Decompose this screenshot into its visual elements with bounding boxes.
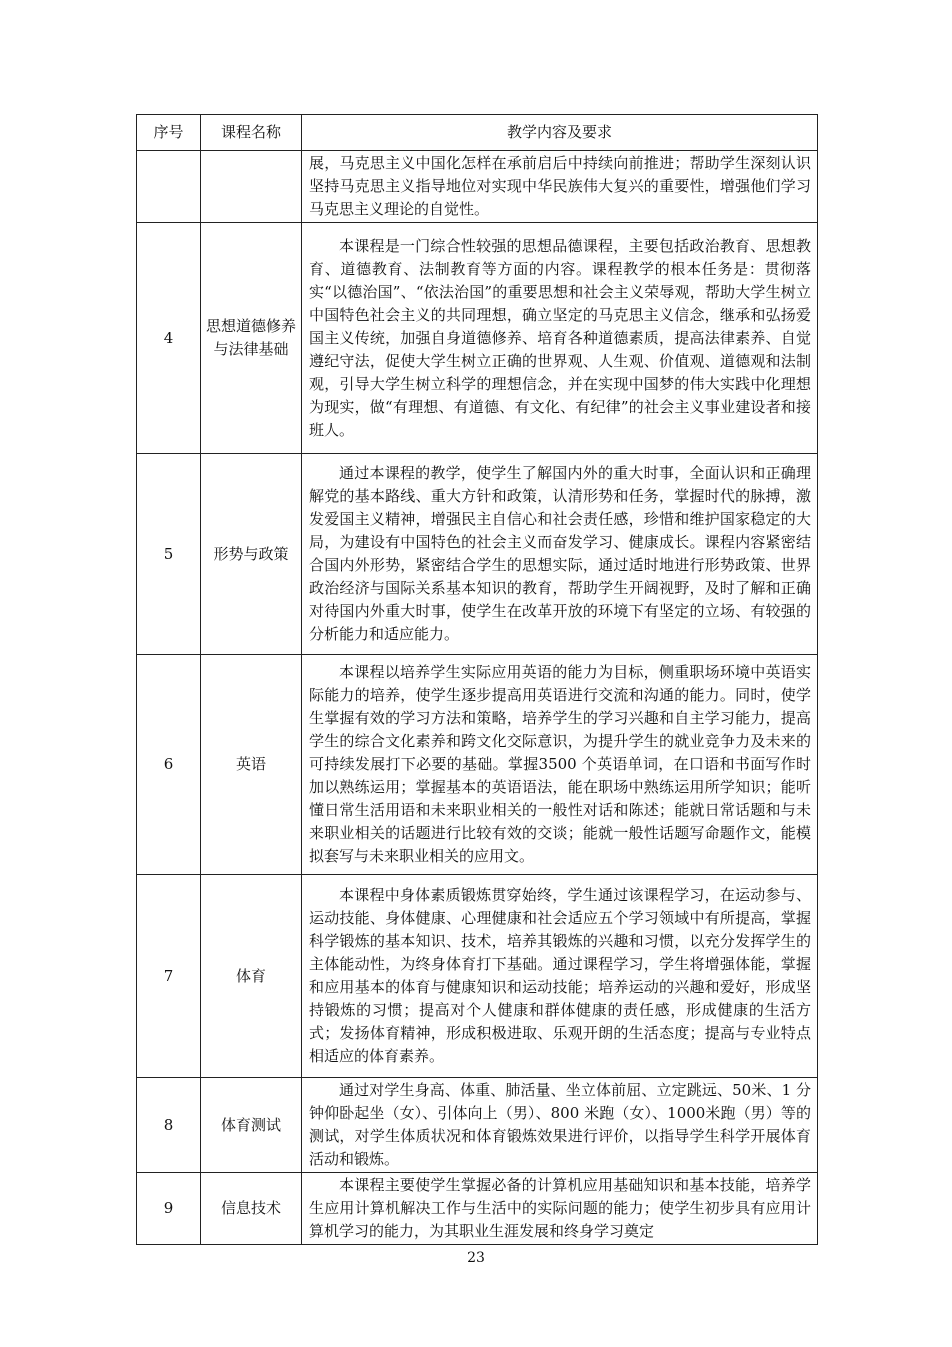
row-course-name: 信息技术 [201, 1173, 302, 1245]
row-number: 6 [137, 655, 201, 875]
row-course-name: 英语 [201, 655, 302, 875]
table-row [137, 151, 818, 223]
row-content-cell [302, 151, 818, 223]
table-header-row [137, 115, 818, 151]
row-course-name: 体育 [201, 875, 302, 1078]
header-content: 教学内容及要求 [302, 115, 818, 151]
row-content-cell [302, 875, 818, 1078]
row-content: 本课程是一门综合性较强的思想品德课程，主要包括政治教育、思想教育、道德教育、法制教育等方面的内容。课程教学的根本任务是：贯彻落实“以德治国”、“依法治国”的重要思想和社会主义荣辱观，帮助大学生树立中国特色社会主义的共同理想，确立坚定的马克思主义信念，继承和弘扬爱国主义传统，加强自身道德修养、培育各种道德素质，提高法律素养、自觉遵纪守法，促使大学生树立正确的世界观、人生观、价值观、道德观和法制观，引导大学生树立科学的理想信念，并在实现中国梦的伟大实践中化理想为现实，做“有理想、有道德、有文化、有纪律”的社会主义事业建设者和接班人。 [309, 236, 811, 439]
row-content: 本课程以培养学生实际应用英语的能力为目标，侧重职场环境中英语实际能力的培养，使学生逐步提高用英语进行交流和沟通的能力。同时，使学生掌握有效的学习方法和策略，培养学生的学习兴趣和自主学习能力，提高学生的综合文化素养和跨文化交际意识，为提升学生的就业竞争力及未来的可持续发展打下必要的基础。掌握3500 个英语单词，在口语和书面写作时加以熟练运用；掌握基本的英语语法，能在职场中熟练运用所学知识；能听懂日常生活用语和未来职业相关的一般性对话和陈述；能就日常话题和与未来职业相关的话题进行比较有效的交谈；能就一般性话题写命题作文，能模拟套写与未来职业相关的应用文。 [309, 663, 811, 865]
row-content: 展，马克思主义中国化怎样在承前启后中持续向前推进；帮助学生深刻认识坚持马克思主义指导地位对实现中华民族伟大复兴的重要性，增强他们学习马克思主义理论的自觉性。 [309, 154, 811, 218]
row-course-name: 形势与政策 [201, 454, 302, 655]
row-content: 通过本课程的教学，使学生了解国内外的重大时事，全面认识和正确理解党的基本路线、重大方针和政策，认清形势和任务，掌握时代的脉搏，激发爱国主义精神，增强民主自信心和社会责任感，珍惜和维护国家稳定的大局，为建设有中国特色的社会主义而奋发学习、健康成长。课程内容紧密结合国内外形势，紧密结合学生的思想实际，通过适时地进行形势政策、世界政治经济与国际关系基本知识的教育，帮助学生开阔视野，及时了解和正确对待国内外重大时事，使学生在改革开放的环境下有坚定的立场、有较强的分析能力和适应能力。 [309, 464, 811, 643]
row-course-name: 体育测试 [201, 1078, 302, 1173]
row-course-name: 思想道德修养与法律基础 [201, 223, 302, 454]
table-row [137, 454, 818, 655]
table-row [137, 1173, 818, 1245]
row-content-cell [302, 1078, 818, 1173]
page-number: 23 [467, 1250, 485, 1266]
row-number: 9 [137, 1173, 201, 1245]
row-number: 5 [137, 454, 201, 655]
row-content-cell [302, 1173, 818, 1245]
row-content-cell [302, 454, 818, 655]
row-number [137, 151, 201, 223]
table-row [137, 875, 818, 1078]
row-content-cell [302, 223, 818, 454]
course-table [136, 114, 818, 1245]
row-content: 本课程主要使学生掌握必备的计算机应用基础知识和基本技能，培养学生应用计算机解决工作与生活中的实际问题的能力；使学生初步具有应用计算机学习的能力，为其职业生涯发展和终身学习奠定 [309, 1176, 811, 1240]
row-content: 通过对学生身高、体重、肺活量、坐立体前屈、立定跳远、50米、1 分钟仰卧起坐（女）、引体向上（男）、800 米跑（女）、1000米跑（男）等的测试，对学生体质状况和体育锻炼效果进行评价，以指导学生科学开展体育活动和锻炼。 [309, 1081, 811, 1168]
row-content-cell [302, 655, 818, 875]
row-number: 8 [137, 1078, 201, 1173]
row-course-name [201, 151, 302, 223]
row-number: 7 [137, 875, 201, 1078]
row-number: 4 [137, 223, 201, 454]
table-row [137, 655, 818, 875]
header-number: 序号 [137, 115, 201, 151]
table-row [137, 223, 818, 454]
table-row [137, 1078, 818, 1173]
header-course-name: 课程名称 [201, 115, 302, 151]
row-content: 本课程中身体素质锻炼贯穿始终，学生通过该课程学习，在运动参与、运动技能、身体健康、心理健康和社会适应五个学习领域中有所提高，掌握科学锻炼的基本知识、技术，培养其锻炼的兴趣和习惯，以充分发挥学生的主体能动性，为终身体育打下基础。通过课程学习，学生将增强体能，掌握和应用基本的体育与健康知识和运动技能；培养运动的兴趣和爱好，形成坚持锻炼的习惯；提高对个人健康和群体健康的责任感，形成健康的生活方式；发扬体育精神，形成积极进取、乐观开朗的生活态度；提高与专业特点相适应的体育素养。 [309, 886, 811, 1065]
